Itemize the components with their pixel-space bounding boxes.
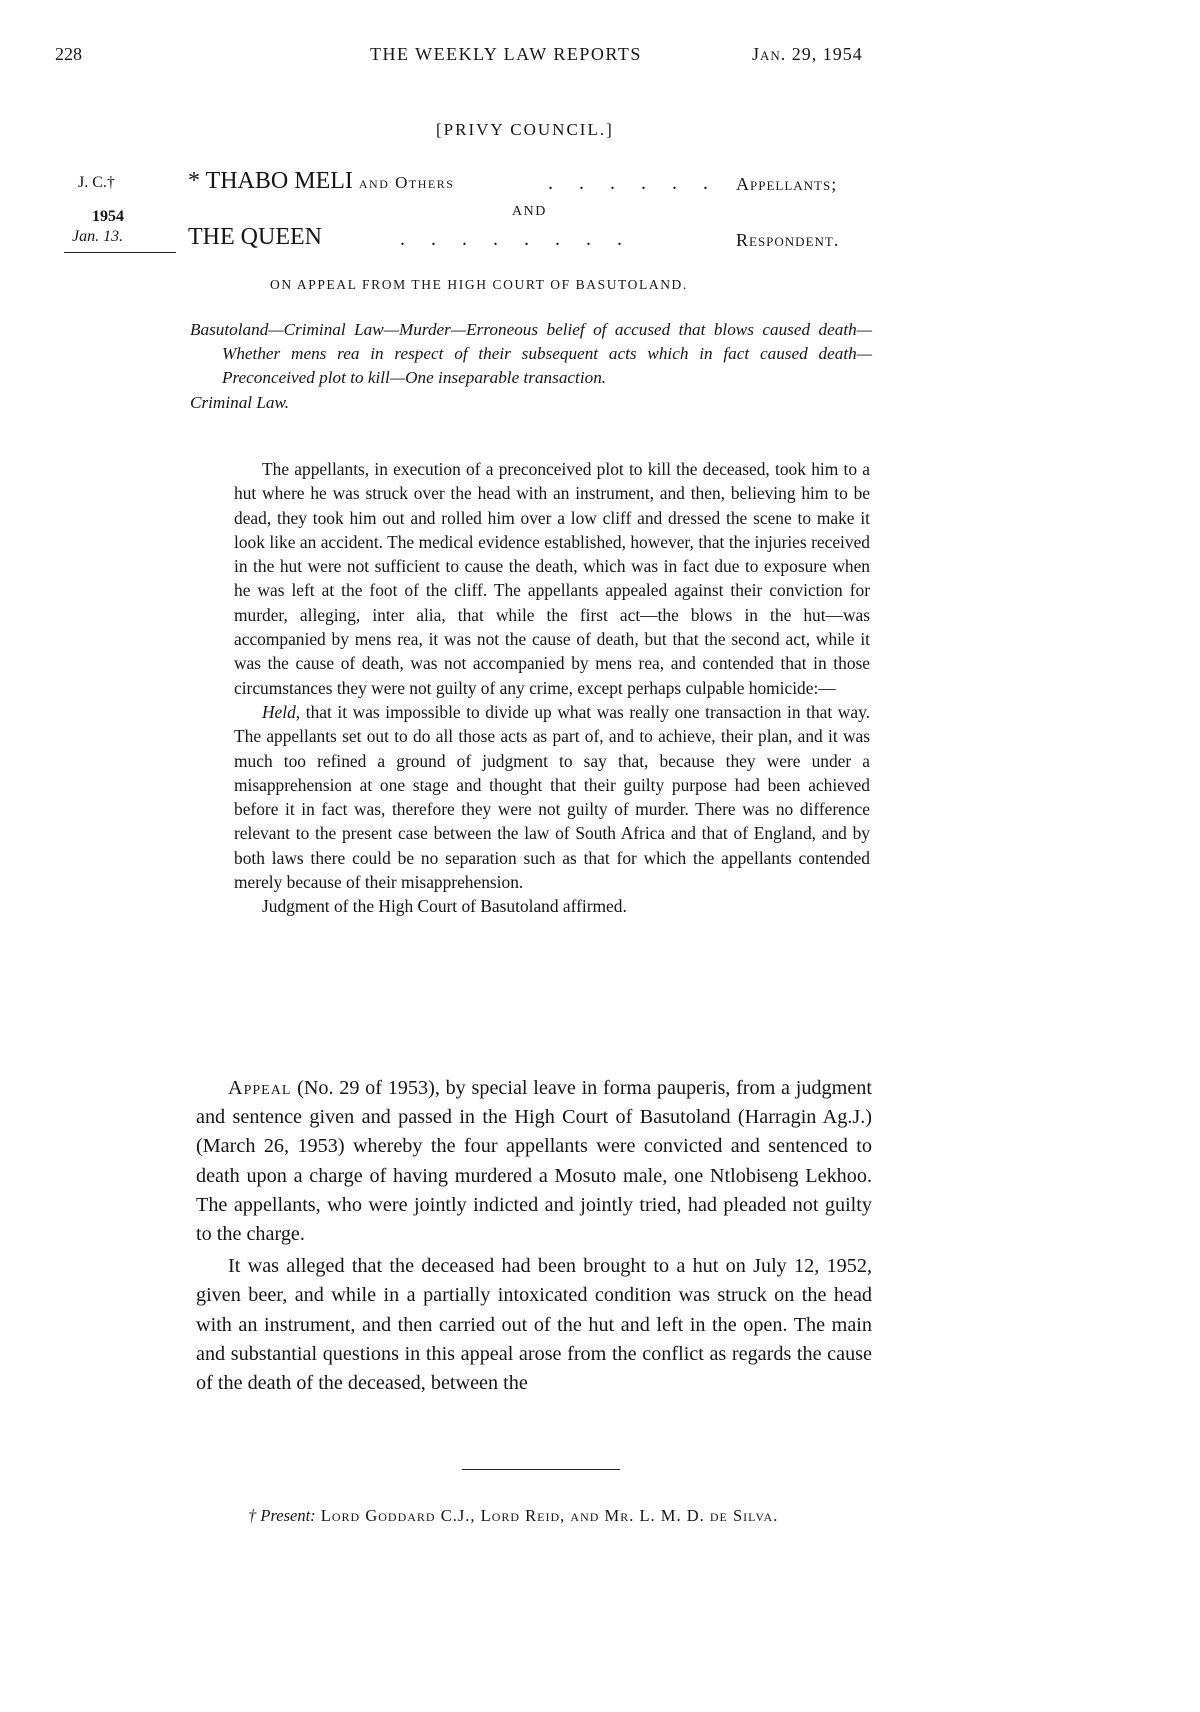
footnote-text: Lord Goddard C.J., Lord Reid, and Mr. L. M. D. de Silva.: [315, 1506, 779, 1525]
court-label: [PRIVY COUNCIL.]: [436, 120, 614, 139]
body-text: [196, 1074, 872, 1398]
margin-court: J. C.†: [78, 174, 115, 191]
catchwords-main: Basutoland—Criminal Law—Murder—Erroneous belief of accused that blows caused death—Whether mens rea in respect of their subsequent acts which in fact caused death—Preconceived plot to kill—One inseparable transaction.: [190, 320, 872, 387]
body-paragraph-1: [196, 1074, 872, 1249]
footnote-label: † Present:: [248, 1506, 316, 1525]
appeal-word: Appeal: [228, 1077, 292, 1099]
headnote: [234, 457, 870, 919]
page-number: 228: [55, 44, 82, 64]
footnote-rule: [462, 1469, 620, 1470]
catchwords-index: Criminal Law.: [190, 393, 290, 412]
margin-date: Jan. 13.: [72, 228, 124, 245]
appellant-line: [188, 168, 454, 195]
held-label: Held,: [262, 701, 301, 722]
footnote: [220, 1504, 880, 1527]
headnote-held: [234, 700, 870, 894]
respondent-role: Respondent.: [736, 230, 840, 250]
held-text: that it was impossible to divide up what was really one transaction in that way. The appellants set out to do all those acts as part of, and to achieve, their plan, and it was much too refined a ground of judgment to say that, because they were under a misapprehension at one stage and thought that their guilty purpose had been achieved before it in fact was, therefore they were not guilty of murder. There was no difference relevant to the present case between the law of South Africa and that of England, and by both laws there could be no separation such as that for which the appellants contended merely because of their misapprehension.: [234, 701, 870, 893]
on-appeal-heading: ON APPEAL FROM THE HIGH COURT OF BASUTOLAND.: [270, 277, 688, 292]
body-paragraph-2: It was alleged that the deceased had been brought to a hut on July 12, 1952, given beer, and while in a partially intoxicated condition was struck on the head with an instrument, and then carried out of the hut and left in the open. The main and substantial questions in this appeal arose from the conflict as regards the cause of the death of the deceased, between the: [196, 1255, 872, 1395]
appellant-suffix: and Others: [358, 173, 455, 192]
margin-year: 1954: [92, 208, 124, 225]
catchwords: [190, 318, 872, 415]
appellant-name: * THABO MELI: [188, 168, 353, 194]
respondent-name: THE QUEEN: [188, 224, 322, 250]
running-title: THE WEEKLY LAW REPORTS: [370, 44, 642, 64]
margin-rule: [64, 252, 176, 253]
headnote-facts: The appellants, in execution of a preconceived plot to kill the deceased, took him to a hut where he was struck over the head with an instrument, and then, believing him to be dead, they took him out and rolled him over a low cliff and dressed the scene to make it look like an accident. The medical evidence established, however, that the injuries received in the hut were not sufficient to cause the death, which was in fact due to exposure when he was left at the foot of the cliff. The appellants appealed against their conviction for murder, alleging, inter alia, that while the first act—the blows in the hut—was accompanied by mens rea, it was not the cause of death, but that the second act, while it was the cause of death, was not accompanied by mens rea, and contended that in those circumstances they were not guilty of any crime, except perhaps culpable homicide:—: [234, 459, 870, 698]
and-separator: AND: [512, 204, 547, 219]
running-date: Jan. 29, 1954: [752, 44, 863, 64]
appellant-role: Appellants;: [736, 174, 838, 194]
paragraph-1-text: (No. 29 of 1953), by special leave in forma pauperis, from a judgment and sentence given and passed in the High Court of Basutoland (Harragin Ag.J.) (March 26, 1953) whereby the four appellants were convicted and sentenced to death upon a charge of having murdered a Mosuto male, one Ntlobiseng Lekhoo. The appellants, who were jointly indicted and jointly tried, had pleaded not guilty to the charge.: [196, 1077, 872, 1246]
headnote-result: Judgment of the High Court of Basutoland affirmed.: [262, 896, 627, 917]
appellant-dots: ......: [548, 172, 734, 194]
respondent-dots: ........: [400, 228, 648, 250]
